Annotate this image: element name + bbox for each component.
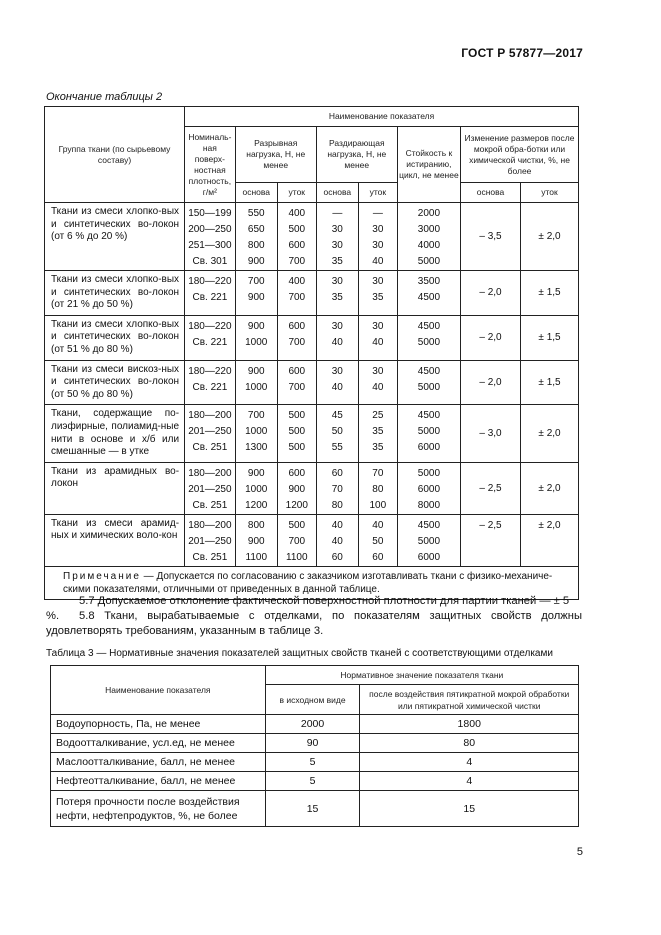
cell-value: 1000	[245, 381, 268, 393]
cell-abrasion	[397, 360, 460, 405]
paragraph-5-8: 5.8 Ткани, вырабатываемые с отделками, по показателям защитных свойств должны удовлетворять требованиям, указанным в таблице 3.	[46, 610, 582, 637]
cell-value: —	[332, 208, 343, 219]
cell-value: 600	[288, 467, 306, 479]
header-abrasion: Стойкость к истиранию, цикл, не менее	[397, 127, 460, 203]
cell-value: 6000	[417, 551, 441, 563]
cell-value: 550	[247, 208, 265, 219]
cell-change-weft: ± 1,5	[521, 315, 579, 360]
cell-tear-weft	[358, 514, 397, 566]
cell-value: 50	[331, 426, 343, 438]
cell-value: 650	[247, 224, 265, 235]
cell-value: 4500	[417, 320, 441, 332]
header-indicator-name: Наименование показателя	[185, 107, 579, 127]
cell-value: 5000	[417, 426, 441, 438]
cell-break-warp	[235, 514, 277, 566]
cell-density	[185, 514, 236, 566]
cell-value: 700	[247, 410, 265, 422]
cell-value: 40	[331, 381, 343, 393]
header-change-warp: основа	[461, 183, 521, 203]
cell-value: Св. 301	[192, 256, 228, 267]
cell-value: 400	[288, 276, 306, 287]
cell-value: 60	[331, 551, 343, 563]
cell-tear-weft	[358, 360, 397, 405]
table3-row	[51, 734, 579, 753]
cell-value: 180—200	[188, 410, 232, 422]
cell-value: 1200	[285, 499, 308, 511]
cell-value: Св. 221	[192, 336, 228, 348]
cell-change-warp: – 2,5	[461, 462, 521, 514]
cell-value: 5000	[417, 256, 441, 267]
header-break-weft: уток	[277, 183, 316, 203]
cell-value: 4500	[417, 292, 441, 303]
paragraph-5-7: 5.7 Допускаемое отклонение фактической поверхностной плотности для партии тканей — ± 5 %.	[46, 595, 570, 622]
cell-value: 200—250	[188, 224, 232, 235]
cell-value: 800	[247, 240, 265, 251]
cell-value: 40	[372, 381, 384, 393]
cell-tear-warp	[316, 462, 358, 514]
cell-value: 180—200	[188, 519, 232, 531]
cell-change-weft: ± 2,0	[521, 462, 579, 514]
indicator-name: Водоупорность, Па, не менее	[51, 715, 266, 734]
cell-value: 55	[331, 442, 343, 454]
cell-value: 30	[331, 365, 343, 377]
cell-break-weft	[277, 360, 316, 405]
cell-value: Св. 251	[192, 442, 228, 454]
cell-value: 6000	[417, 442, 441, 454]
fabric-group: Ткани из смеси хлопко-вых и синтетических во-локон (от 6 % до 20 %)	[45, 203, 185, 271]
cell-value: 900	[247, 320, 265, 332]
table2-row	[45, 271, 579, 316]
t3-header-initial: в исходном виде	[265, 685, 360, 715]
cell-tear-warp	[316, 360, 358, 405]
fabric-group: Ткани из смеси хлопко-вых и синтетических во-локон (от 51 % до 80 %)	[45, 315, 185, 360]
cell-value: 600	[288, 320, 306, 332]
fabric-group: Ткани из смеси хлопко-вых и синтетических во-локон (от 21 % до 50 %)	[45, 271, 185, 316]
page-number: 5	[576, 846, 583, 858]
cell-change-warp: – 2,0	[461, 271, 521, 316]
cell-break-warp	[235, 203, 277, 271]
fabric-group: Ткани из смеси арамид-ных и химических воло-кон	[45, 514, 185, 566]
cell-value: 500	[288, 410, 306, 422]
cell-abrasion	[397, 462, 460, 514]
cell-value: 900	[247, 256, 265, 267]
cell-density	[185, 360, 236, 405]
cell-value: 35	[331, 256, 343, 267]
cell-break-weft	[277, 203, 316, 271]
cell-value: 4000	[417, 240, 441, 251]
cell-value: 1000	[245, 426, 268, 438]
cell-change-warp: – 2,5	[461, 514, 521, 566]
header-tear-weft: уток	[358, 183, 397, 203]
cell-value: 5000	[417, 381, 441, 393]
cell-value: 45	[331, 410, 343, 422]
cell-value: 201—250	[188, 483, 232, 495]
cell-value: 30	[331, 276, 343, 287]
cell-value: 60	[372, 551, 384, 563]
cell-value: 35	[372, 442, 384, 454]
table2-row	[45, 360, 579, 405]
cell-break-weft	[277, 405, 316, 462]
cell-value: 500	[288, 442, 306, 454]
cell-value: Св. 251	[192, 551, 228, 563]
cell-value: 2000	[417, 208, 441, 219]
cell-tear-weft	[358, 315, 397, 360]
cell-tear-weft	[358, 462, 397, 514]
indicator-name: Нефтеотталкивание, балл, не менее	[51, 772, 266, 791]
cell-value: Св. 221	[192, 381, 228, 393]
t3-header-normative: Нормативное значение показателя ткани	[265, 666, 578, 685]
cell-value: 700	[247, 276, 265, 287]
cell-value: 4500	[417, 410, 441, 422]
cell-value: 40	[331, 519, 343, 531]
cell-value: 25	[372, 410, 384, 422]
value-after: 4	[360, 753, 579, 772]
cell-break-weft	[277, 315, 316, 360]
cell-tear-weft	[358, 203, 397, 271]
table2-row	[45, 203, 579, 271]
table2-row	[45, 315, 579, 360]
value-after: 1800	[360, 715, 579, 734]
cell-density	[185, 271, 236, 316]
header-break-warp: основа	[235, 183, 277, 203]
cell-change-warp: – 2,0	[461, 315, 521, 360]
header-density: Номиналь-ная поверх-ностная плотность, г/м²	[185, 127, 236, 203]
cell-value: 1300	[245, 442, 268, 454]
cell-value: 6000	[417, 483, 441, 495]
cell-abrasion	[397, 315, 460, 360]
t3-header-after: после воздействия пятикратной мокрой обработки или пятикратной химической чистки	[360, 685, 579, 715]
cell-tear-weft	[358, 405, 397, 462]
fabric-group: Ткани из смеси вискоз-ных и синтетических во-локон (от 50 % до 80 %)	[45, 360, 185, 405]
cell-value: 40	[331, 336, 343, 348]
cell-abrasion	[397, 271, 460, 316]
cell-change-warp: – 3,0	[461, 405, 521, 462]
cell-value: 900	[288, 483, 306, 495]
cell-abrasion	[397, 203, 460, 271]
cell-value: 900	[247, 365, 265, 377]
cell-value: 600	[288, 240, 306, 251]
cell-value: 50	[372, 535, 384, 547]
indicator-name: Водоотталкивание, усл.ед, не менее	[51, 734, 266, 753]
cell-abrasion	[397, 514, 460, 566]
cell-value: 30	[331, 240, 343, 251]
standard-header: ГОСТ Р 57877—2017	[461, 46, 583, 60]
cell-value: 1100	[245, 551, 268, 563]
table3-row	[51, 791, 579, 827]
cell-density	[185, 405, 236, 462]
cell-value: 70	[372, 467, 384, 479]
value-initial: 5	[265, 753, 360, 772]
header-group: Группа ткани (по сырьевому составу)	[45, 107, 185, 203]
value-initial: 90	[265, 734, 360, 753]
cell-value: 8000	[417, 499, 441, 511]
table3-row	[51, 753, 579, 772]
cell-break-weft	[277, 271, 316, 316]
cell-value: 3000	[417, 224, 441, 235]
cell-break-warp	[235, 271, 277, 316]
header-size-change: Изменение размеров после мокрой обра-ботки или химической чистки, %, не более	[461, 127, 579, 183]
cell-value: —	[372, 208, 383, 219]
table2-caption: Окончание таблицы 2	[46, 91, 163, 103]
value-initial: 15	[265, 791, 360, 827]
cell-value: 500	[288, 224, 306, 235]
fabric-group: Ткани, содержащие по-лиэфирные, полиамид-ные нити в основе и х/б или смешанные — в утке	[45, 405, 185, 462]
cell-value: 35	[372, 292, 384, 303]
cell-value: 180—220	[188, 320, 232, 332]
table-3	[50, 665, 579, 827]
cell-value: 700	[288, 535, 306, 547]
cell-change-weft: ± 2,0	[521, 514, 579, 566]
value-initial: 2000	[265, 715, 360, 734]
cell-value: 4500	[417, 519, 441, 531]
cell-change-warp: – 3,5	[461, 203, 521, 271]
cell-break-weft	[277, 514, 316, 566]
header-tearing-load: Раздирающая нагрузка, Н, не менее	[316, 127, 397, 183]
cell-change-weft: ± 1,5	[521, 271, 579, 316]
cell-value: 4500	[417, 365, 441, 377]
cell-value: 180—220	[188, 276, 232, 287]
header-breaking-load: Разрывная нагрузка, Н, не менее	[235, 127, 316, 183]
cell-break-warp	[235, 360, 277, 405]
value-after: 80	[360, 734, 579, 753]
value-initial: 5	[265, 772, 360, 791]
cell-value: 180—200	[188, 467, 232, 479]
cell-change-warp: – 2,0	[461, 360, 521, 405]
cell-value: 3500	[417, 276, 441, 287]
cell-value: 100	[369, 499, 387, 511]
cell-value: 1000	[245, 336, 268, 348]
cell-value: Св. 221	[192, 292, 228, 303]
cell-value: 30	[331, 224, 343, 235]
cell-value: 900	[247, 292, 265, 303]
cell-tear-warp	[316, 514, 358, 566]
cell-tear-warp	[316, 271, 358, 316]
cell-tear-warp	[316, 203, 358, 271]
cell-value: 40	[372, 519, 384, 531]
table-2	[44, 106, 579, 600]
cell-tear-warp	[316, 315, 358, 360]
cell-value: 5000	[417, 535, 441, 547]
cell-value: 251—300	[188, 240, 232, 251]
cell-value: 30	[372, 320, 384, 332]
cell-value: 201—250	[188, 426, 232, 438]
cell-value: 70	[331, 483, 343, 495]
table2-row	[45, 514, 579, 566]
cell-tear-weft	[358, 271, 397, 316]
cell-value: 1000	[245, 483, 268, 495]
table2-note: Примечание — Допускается по согласованию с заказчиком изготавливать ткани с физико-механиче-скими показателями, отличными от приведенных в данной таблице.	[45, 566, 579, 599]
table2-row	[45, 462, 579, 514]
cell-density	[185, 462, 236, 514]
header-tear-warp: основа	[316, 183, 358, 203]
cell-value: 700	[288, 292, 306, 303]
cell-value: 201—250	[188, 535, 232, 547]
fabric-group: Ткани из арамидных во-локон	[45, 462, 185, 514]
cell-value: 180—220	[188, 365, 232, 377]
cell-value: 30	[372, 365, 384, 377]
cell-value: 30	[372, 276, 384, 287]
cell-break-warp	[235, 315, 277, 360]
cell-value: 40	[331, 535, 343, 547]
header-change-weft: уток	[521, 183, 579, 203]
cell-value: 700	[288, 381, 306, 393]
cell-density	[185, 315, 236, 360]
cell-value: 700	[288, 256, 306, 267]
value-after: 15	[360, 791, 579, 827]
value-after: 4	[360, 772, 579, 791]
cell-value: 5000	[417, 336, 441, 348]
cell-value: 500	[288, 426, 306, 438]
cell-value: 5000	[417, 467, 441, 479]
cell-value: 150—199	[188, 208, 232, 219]
cell-value: Св. 251	[192, 499, 228, 511]
cell-break-warp	[235, 462, 277, 514]
cell-value: 900	[247, 535, 265, 547]
t3-header-name: Наименование показателя	[51, 666, 266, 715]
cell-value: 35	[372, 426, 384, 438]
table3-row	[51, 772, 579, 791]
table3-caption: Таблица 3 — Нормативные значения показателей защитных свойств тканей с соответствующими отделками	[46, 648, 553, 659]
cell-change-weft: ± 2,0	[521, 405, 579, 462]
cell-value: 1100	[286, 551, 308, 563]
cell-change-weft: ± 1,5	[521, 360, 579, 405]
cell-value: 60	[331, 467, 343, 479]
cell-break-warp	[235, 405, 277, 462]
indicator-name: Маслоотталкивание, балл, не менее	[51, 753, 266, 772]
cell-value: 600	[288, 365, 306, 377]
cell-value: 1200	[245, 499, 268, 511]
cell-value: 80	[331, 499, 343, 511]
cell-value: 80	[372, 483, 384, 495]
cell-break-weft	[277, 462, 316, 514]
cell-change-weft: ± 2,0	[521, 203, 579, 271]
cell-value: 30	[372, 224, 384, 235]
cell-value: 900	[247, 467, 265, 479]
cell-value: 40	[372, 256, 384, 267]
cell-value: 800	[247, 519, 265, 531]
cell-tear-warp	[316, 405, 358, 462]
cell-value: 35	[331, 292, 343, 303]
cell-value: 500	[288, 519, 306, 531]
cell-value: 30	[331, 320, 343, 332]
table2-row	[45, 405, 579, 462]
cell-value: 400	[288, 208, 306, 219]
table3-row	[51, 715, 579, 734]
indicator-name: Потеря прочности после воздействия нефти, нефтепродуктов, %, не более	[51, 791, 266, 827]
cell-value: 30	[372, 240, 384, 251]
cell-value: 700	[288, 336, 306, 348]
cell-density	[185, 203, 236, 271]
cell-abrasion	[397, 405, 460, 462]
cell-value: 40	[372, 336, 384, 348]
